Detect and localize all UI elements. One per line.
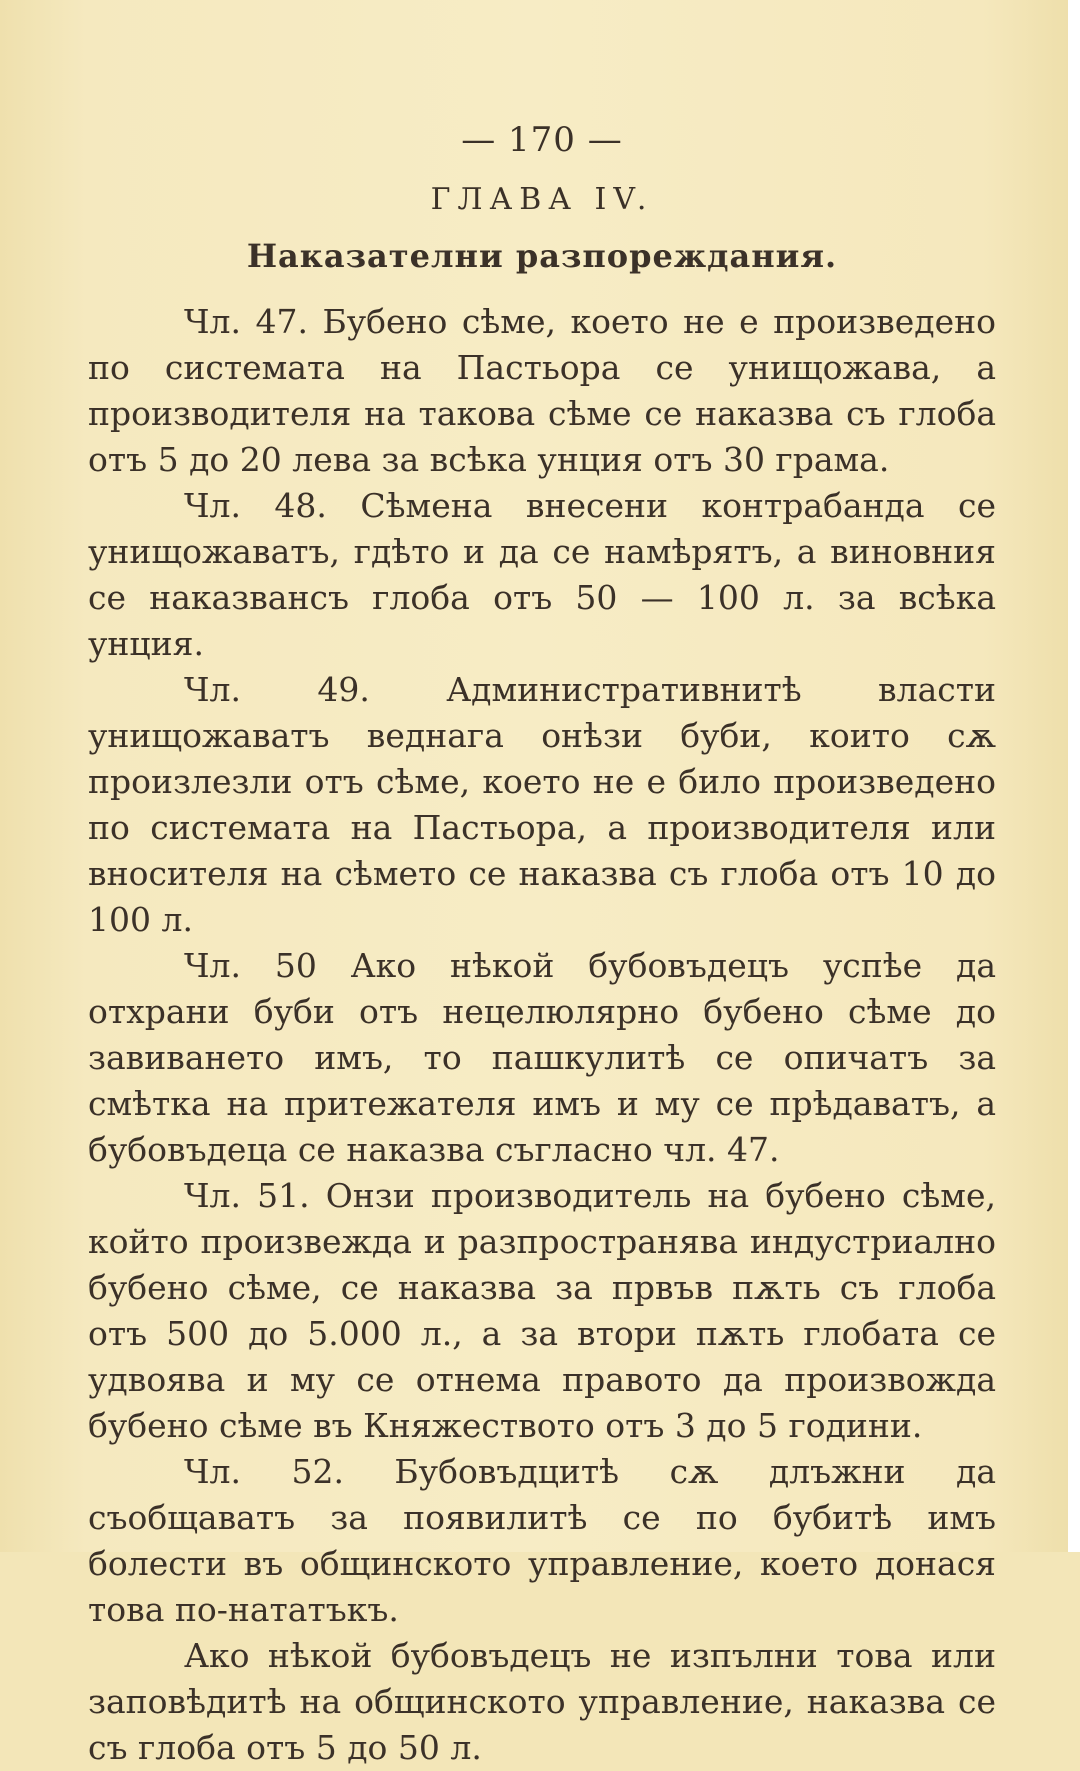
page-number: — 170 —: [461, 120, 623, 160]
article-52: Чл. 52. Бубовъдцитѣ сѫ длъжни да съобщаватъ за появилитѣ се по бубитѣ имъ болести въ общинското управление, което донася това по-нататъкъ.: [88, 1452, 996, 1629]
article-49: Чл. 49. Административнитѣ власти унищожаватъ веднага онѣзи буби, които сѫ произлезли отъ сѣме, което не е било произведено по системата на Пастьора, а производителя или вносителя на сѣмето се наказва съ глоба отъ 10 до 100 л.: [88, 670, 996, 939]
article-47: Чл. 47. Бубено сѣме, което не е произведено по системата на Пастьора се унищожава, а производителя на такова сѣме се наказва съ глоба отъ 5 до 20 лева за всѣка унция отъ 30 грама.: [88, 302, 996, 479]
article-50: Чл. 50 Ако нѣкой бубовъдецъ успѣе да отхрани буби отъ нецелюлярно бубено сѣме до завиването имъ, то пашкулитѣ се опичатъ за смѣтка на притежателя имъ и му се прѣдаватъ, а бубовъдеца се наказва съгласно чл. 47.: [88, 946, 996, 1169]
section-title: Наказателни разпореждания.: [246, 237, 838, 275]
article-52-continuation: Ако нѣкой бубовъдецъ не изпълни това или заповѣдитѣ на общинското управление, наказва се съ глоба отъ 5 до 50 л.: [88, 1636, 996, 1767]
article-48: Чл. 48. Сѣмена внесени контрабанда се унищожаватъ, гдѣто и да се намѣрятъ, а виновния се наказвансъ глоба отъ 50 — 100 л. за всѣка унция.: [88, 486, 996, 663]
chapter-heading: ГЛАВА IV.: [430, 182, 654, 217]
scan-margin: [1068, 0, 1080, 1552]
article-51: Чл. 51. Онзи производитель на бубено сѣме, който произвежда и разпространява индустриално бубено сѣме, се наказва за првъв пѫть съ глоба отъ 500 до 5.000 л., а за втори пѫть глобата се удвоява и му се отнема правото да произвожда бубено сѣме въ Княжеството отъ 3 до 5 години.: [88, 1176, 996, 1445]
